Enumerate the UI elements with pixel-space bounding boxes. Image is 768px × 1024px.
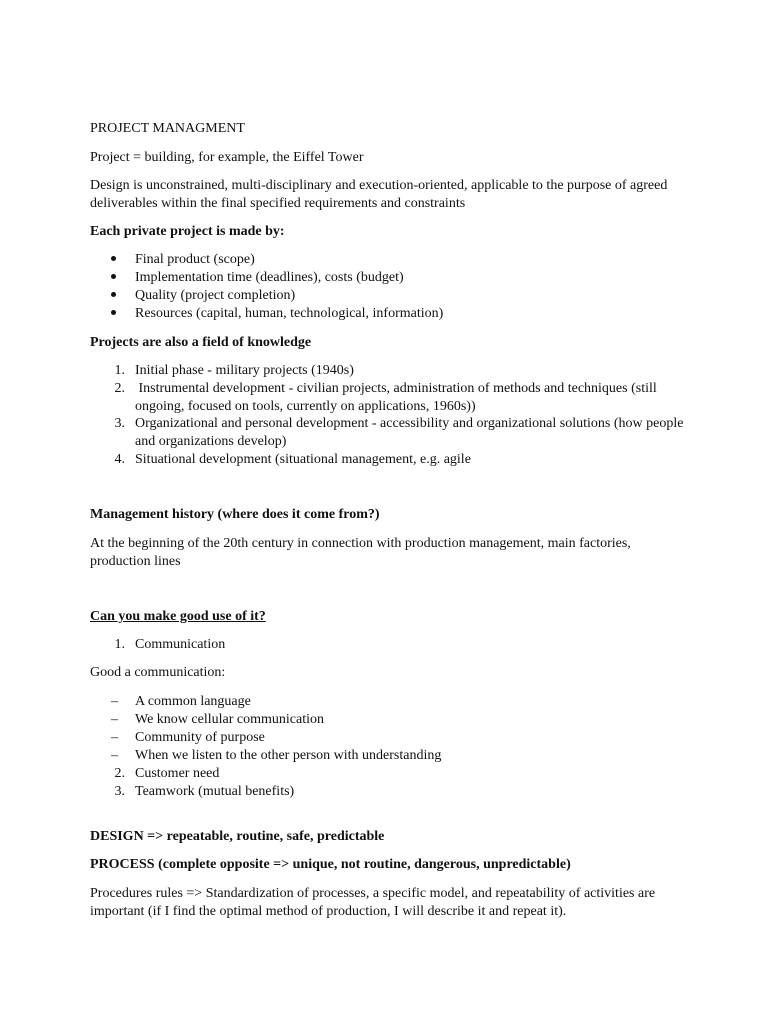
dash-marker: – bbox=[111, 712, 118, 727]
process-statement: PROCESS (complete opposite => unique, not routine, dangerous, unpredictable) bbox=[90, 857, 571, 872]
list-number: 3. bbox=[114, 784, 125, 799]
good-use-heading: Can you make good use of it? bbox=[90, 609, 266, 624]
project-definition: Project = building, for example, the Eiffel Tower bbox=[90, 150, 364, 165]
good-communication-label: Good a communication: bbox=[90, 665, 226, 680]
list-number: 3. bbox=[114, 416, 125, 431]
list-number: 2. bbox=[114, 381, 125, 396]
dash-marker: – bbox=[111, 730, 118, 745]
list-number: 2. bbox=[114, 766, 125, 781]
document-title: PROJECT MANAGMENT bbox=[90, 121, 245, 136]
design-statement: DESIGN => repeatable, routine, safe, predictable bbox=[90, 829, 385, 844]
design-definition: Design is unconstrained, multi-disciplinary and execution-oriented, applicable to the purpose of agreed deliverables within the final specified requirements and constraints bbox=[90, 178, 668, 211]
document-page: PROJECT MANAGMENT Project = building, for example, the Eiffel Tower Design is unconstrained, multi-disciplinary and execution-oriented, applicable to the purpose of agreed deliverables within the final specified requirements and constraints Each private project is made by: Final product (scope) Implementation time (deadlines), costs (budget) Quality (project completion) Resources (capital, human, technological, information) Projects are also a field of knowledge 1. Initial phase - military projects (1940s) 2. Instrumental development - civilian projects, administration of methods and techniques (still ongoing, focused on tools, currently on applications, 1960s)) 3. Organizational and personal development - accessibility and organizational solutions (how people and organizations develop) 4. Situational development (situational management, e.g. agile Management history (where does it come from?) At the beginning of the 20th century in connection with production management, main factories, production lines Can you make good use of it? 1. Communication Good a communication: – A common language – We know cellular communication – Community of purpose – When we listen to the other person with understanding 2. Customer need 3. Teamwork (mutual benefits) DESIGN => repeatable, routine, safe, predictable PROCESS (complete opposite => unique, not routine, dangerous, unpredictable) Procedures rules => Standardization of processes, a specific model, and repeatability of activities are important (if I find the optimal method of production, I will describe it and repeat it). bbox=[90, 121, 684, 919]
field-of-knowledge-heading: Projects are also a field of knowledge bbox=[90, 335, 312, 350]
bullet-icon bbox=[111, 305, 123, 323]
bullet-icon bbox=[111, 269, 123, 287]
dash-marker: – bbox=[111, 694, 118, 709]
management-history-heading: Management history (where does it come from?) bbox=[90, 507, 380, 522]
bullet-icon bbox=[111, 251, 123, 269]
list-number: 1. bbox=[114, 637, 125, 652]
procedures-text: Procedures rules => Standardization of processes, a specific model, and repeatability of activities are important (if I find the optimal method of production, I will describe it and repeat it). bbox=[90, 886, 656, 919]
private-project-heading: Each private project is made by: bbox=[90, 224, 285, 239]
list-number: 4. bbox=[114, 452, 125, 467]
dash-marker: – bbox=[111, 748, 118, 763]
management-history-text: At the beginning of the 20th century in connection with production management, main factories, production lines bbox=[90, 536, 631, 569]
list-number: 1. bbox=[114, 363, 125, 378]
bullet-icon bbox=[111, 287, 123, 305]
